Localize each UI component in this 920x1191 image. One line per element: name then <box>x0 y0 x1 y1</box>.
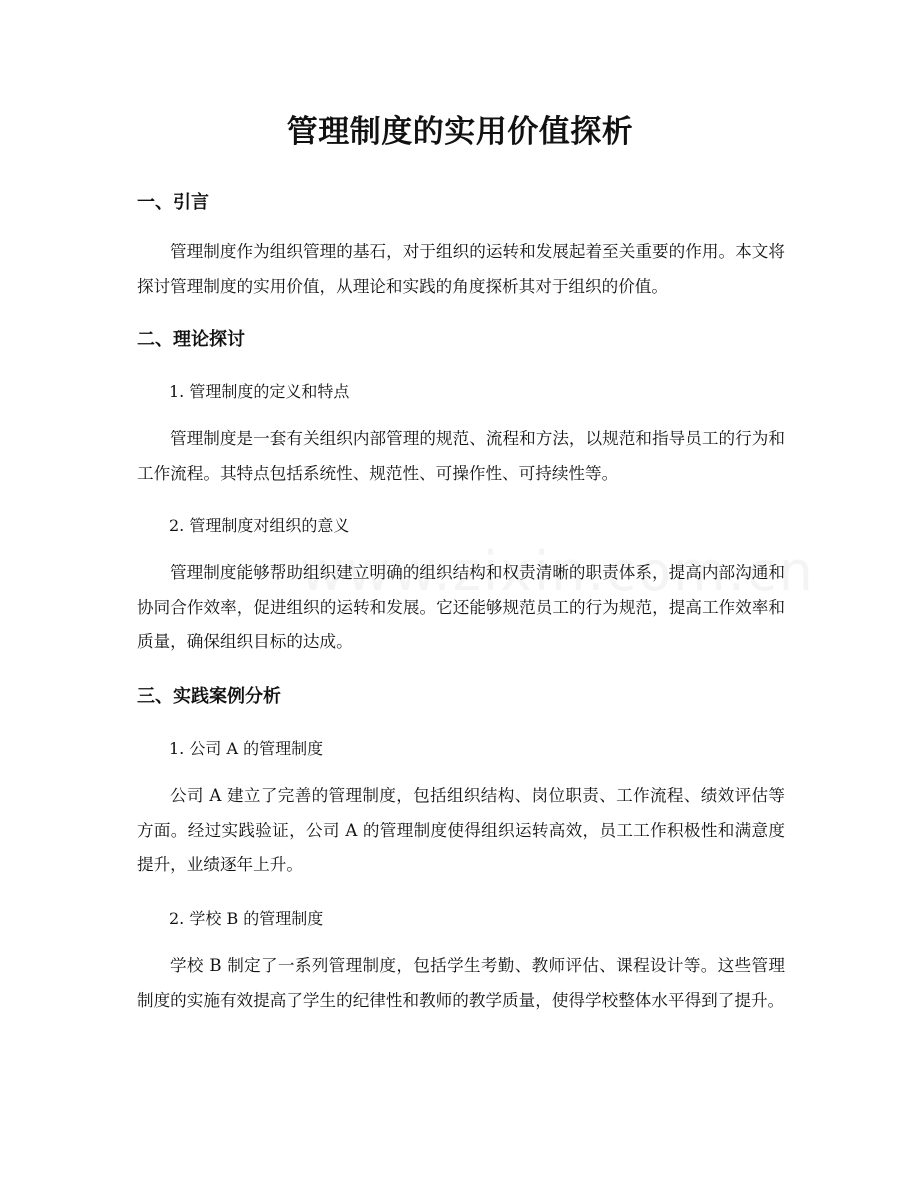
section-heading-theory: 二、理论探讨 <box>137 329 245 350</box>
subheading-definition: 1. 管理制度的定义和特点 <box>169 382 350 401</box>
school-b-paragraph: 学校 B 制定了一系列管理制度，包括学生考勤、教师评估、课程设计等。这些管理制度的实施有效提高了学生的纪律性和教师的教学质量，使得学校整体水平得到了提升。 <box>137 956 785 1010</box>
subheading-company-a: 1. 公司 A 的管理制度 <box>169 739 324 758</box>
introduction-paragraph: 管理制度作为组织管理的基石，对于组织的运转和发展起着至关重要的作用。本文将探讨管理制度的实用价值，从理论和实践的角度探析其对于组织的价值。 <box>137 242 785 296</box>
section-heading-introduction: 一、引言 <box>137 192 209 213</box>
company-a-paragraph: 公司 A 建立了完善的管理制度，包括组织结构、岗位职责、工作流程、绩效评估等方面。经过实践验证，公司 A 的管理制度使得组织运转高效，员工工作积极性和满意度提升，业绩逐年上升。 <box>137 786 785 874</box>
page-title: 管理制度的实用价值探析 <box>286 114 634 150</box>
significance-paragraph: 管理制度能够帮助组织建立明确的组织结构和权责清晰的职责体系，提高内部沟通和协同合作效率，促进组织的运转和发展。它还能够规范员工的行为规范，提高工作效率和质量，确保组织目标的达成。 <box>137 563 785 651</box>
subheading-significance: 2. 管理制度对组织的意义 <box>169 516 350 535</box>
definition-paragraph: 管理制度是一套有关组织内部管理的规范、流程和方法，以规范和指导员工的行为和工作流程。其特点包括系统性、规范性、可操作性、可持续性等。 <box>137 429 785 483</box>
section-heading-case-analysis: 三、实践案例分析 <box>137 686 281 707</box>
subheading-school-b: 2. 学校 B 的管理制度 <box>169 909 324 928</box>
